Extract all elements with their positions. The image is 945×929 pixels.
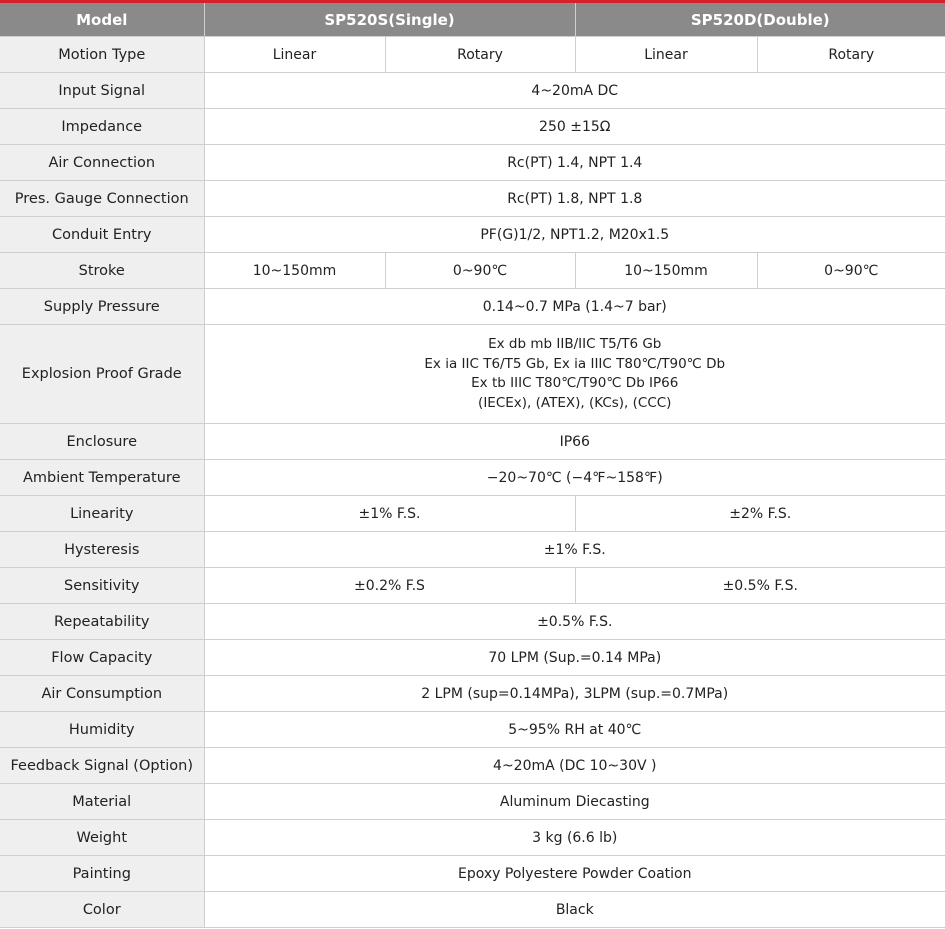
- table-row: [0, 145, 945, 181]
- table-row: [0, 568, 945, 604]
- row-label: Impedance: [0, 109, 204, 145]
- table-cell: Rotary: [757, 37, 945, 73]
- row-label: Air Consumption: [0, 676, 204, 712]
- table-cell: 0~90℃: [757, 253, 945, 289]
- row-label: Flow Capacity: [0, 640, 204, 676]
- table-cell: 3 kg (6.6 lb): [204, 820, 945, 856]
- table-row: [0, 253, 945, 289]
- row-label: Supply Pressure: [0, 289, 204, 325]
- table-row: [0, 460, 945, 496]
- row-label: Color: [0, 892, 204, 928]
- table-cell: ±1% F.S.: [204, 532, 945, 568]
- table-row: [0, 712, 945, 748]
- table-row: [0, 37, 945, 73]
- cell-line: (IECEx), (ATEX), (KCs), (CCC): [478, 394, 672, 411]
- row-label: Air Connection: [0, 145, 204, 181]
- spec-table: [0, 3, 945, 928]
- table-row: [0, 748, 945, 784]
- table-cell: Rc(PT) 1.4, NPT 1.4: [204, 145, 945, 181]
- row-label: Explosion Proof Grade: [0, 325, 204, 424]
- table-row: [0, 109, 945, 145]
- table-cell: Aluminum Diecasting: [204, 784, 945, 820]
- row-label: Stroke: [0, 253, 204, 289]
- row-label: Material: [0, 784, 204, 820]
- table-row: [0, 604, 945, 640]
- row-label: Humidity: [0, 712, 204, 748]
- header-double: SP520D(Double): [575, 3, 945, 37]
- cell-line: Ex db mb IIB/IIC T5/T6 Gb: [488, 336, 662, 352]
- table-row: [0, 532, 945, 568]
- table-cell: [204, 325, 945, 424]
- header-row: [0, 3, 945, 37]
- header-single: SP520S(Single): [204, 3, 575, 37]
- cell-line: Ex ia IIC T6/T5 Gb, Ex ia IIIC T80℃/T90℃ Db: [424, 355, 726, 372]
- table-row: [0, 676, 945, 712]
- table-cell: 2 LPM (sup=0.14MPa), 3LPM (sup.=0.7MPa): [204, 676, 945, 712]
- table-cell: 70 LPM (Sup.=0.14 MPa): [204, 640, 945, 676]
- table-row: [0, 856, 945, 892]
- table-cell: 4~20mA DC: [204, 73, 945, 109]
- table-cell: ±0.5% F.S.: [575, 568, 945, 604]
- row-label: Ambient Temperature: [0, 460, 204, 496]
- table-cell: ±1% F.S.: [204, 496, 575, 532]
- row-label: Enclosure: [0, 424, 204, 460]
- table-row: [0, 217, 945, 253]
- row-label: Input Signal: [0, 73, 204, 109]
- row-label: Sensitivity: [0, 568, 204, 604]
- table-cell: Epoxy Polyestere Powder Coation: [204, 856, 945, 892]
- table-cell: −20~70℃ (−4℉~158℉): [204, 460, 945, 496]
- table-row: [0, 892, 945, 928]
- table-cell: Rotary: [385, 37, 575, 73]
- table-cell: ±2% F.S.: [575, 496, 945, 532]
- row-label: Feedback Signal (Option): [0, 748, 204, 784]
- table-cell: 10~150mm: [575, 253, 757, 289]
- table-cell: Linear: [204, 37, 385, 73]
- table-cell: ±0.5% F.S.: [204, 604, 945, 640]
- row-label: Hysteresis: [0, 532, 204, 568]
- table-cell: 250 ±15Ω: [204, 109, 945, 145]
- header-model: Model: [0, 3, 204, 37]
- table-row: [0, 325, 945, 424]
- table-cell: 0~90℃: [385, 253, 575, 289]
- table-row: [0, 784, 945, 820]
- table-row: [0, 181, 945, 217]
- table-cell: ±0.2% F.S: [204, 568, 575, 604]
- table-row: [0, 640, 945, 676]
- row-label: Weight: [0, 820, 204, 856]
- table-cell: PF(G)1/2, NPT1.2, M20x1.5: [204, 217, 945, 253]
- cell-line: Ex tb IIIC T80℃/T90℃ Db IP66: [471, 375, 679, 391]
- table-row: [0, 424, 945, 460]
- table-cell: Black: [204, 892, 945, 928]
- table-cell: 10~150mm: [204, 253, 385, 289]
- table-row: [0, 496, 945, 532]
- table-row: [0, 289, 945, 325]
- row-label: Painting: [0, 856, 204, 892]
- table-cell: IP66: [204, 424, 945, 460]
- table-cell: 0.14~0.7 MPa (1.4~7 bar): [204, 289, 945, 325]
- table-cell: Rc(PT) 1.8, NPT 1.8: [204, 181, 945, 217]
- table-row: [0, 73, 945, 109]
- row-label: Motion Type: [0, 37, 204, 73]
- table-cell: 5~95% RH at 40℃: [204, 712, 945, 748]
- row-label: Pres. Gauge Connection: [0, 181, 204, 217]
- row-label: Linearity: [0, 496, 204, 532]
- table-cell: Linear: [575, 37, 757, 73]
- table-row: [0, 820, 945, 856]
- row-label: Conduit Entry: [0, 217, 204, 253]
- row-label: Repeatability: [0, 604, 204, 640]
- table-cell: 4~20mA (DC 10~30V ): [204, 748, 945, 784]
